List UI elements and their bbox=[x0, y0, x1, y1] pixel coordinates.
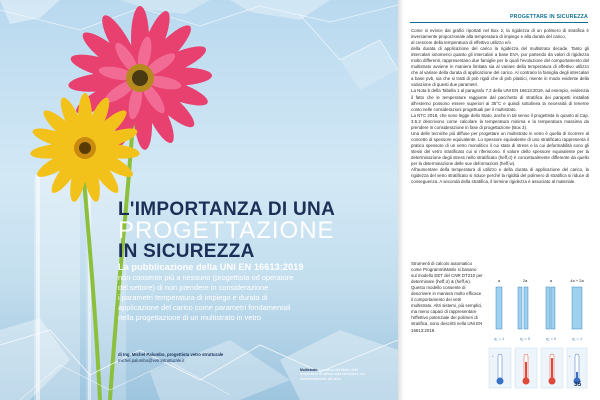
body-paragraph: La NTC 2018, che sono legge dello Stato, anche in tal senso il progettista in quanto al Cap. 3.5.2 descrivono come calcolare la temperatura minima e la temperatura massima da prendere in considerazione in fase di progettazione (Box 3). bbox=[411, 112, 589, 130]
article-title bbox=[118, 200, 393, 262]
figure-header: 2a bbox=[522, 278, 528, 283]
author-name: di Ing. Michel Palumbo, progettista vetro strutturale bbox=[118, 352, 224, 357]
article-lead bbox=[118, 262, 388, 323]
body-paragraph: Come si evince dai grafici riportati nel Box 2, la rigidezza di un polimero di stratifica è inversamente proporzionale alla temperatura di impiego e alla durata del carico, bbox=[411, 28, 589, 40]
lead-line: i parametri temperatura di impiego e durata di bbox=[118, 293, 268, 302]
lead-line: non consente più a nessuno (progettista od operatore bbox=[118, 273, 294, 282]
figure-header: 4a + 2a bbox=[570, 278, 584, 283]
title-line-3: IN SICUREZZA bbox=[118, 241, 255, 262]
figure-label: η₁ = 1 bbox=[493, 336, 505, 341]
laminated-glass-figure bbox=[487, 278, 589, 394]
lead-strong: La pubblicazione della UNI EN 16613:2019 bbox=[118, 262, 304, 272]
title-line-1: L'IMPORTANZA DI UNA bbox=[118, 199, 336, 220]
thermometer-box bbox=[489, 348, 511, 388]
article-body bbox=[411, 28, 589, 185]
glass-section-diagrams bbox=[487, 285, 589, 335]
figure-header: a bbox=[497, 278, 501, 283]
body-paragraph: al crescere della temperatura di effettivo utilizzo e/o bbox=[411, 40, 511, 46]
broken-glass-right bbox=[300, 15, 398, 90]
body-paragraph: La Nota b della Tabella 1 al paragrafo 7.2 della UNI EN 16613:2019, ad esempio, evidenzia il fatto che le temperature raggiunte dal pacchetto di stratifica dei parapetti installati all'esterno possono essere superiori ai 35°C e quindi sottolinea la necessità di tenerne conto nelle considerazioni progettuali per il multistrato. bbox=[411, 88, 589, 112]
body-paragraph: della durata di applicazione del carico la rigidezza del multistrato decade. Tanto gli intercalari ionomerici quanto gli intercalari a base EVA, pur partendo da valori di rigidezza molto differenti, rappresentano due famiglie per le quali l'evoluzione del comportamento del multistrato avviene in maniera limitata sia al variare della temperatura di effettivo utilizzo che al variare della durata di applicazione del carico. Al contrario la famiglia degli intercalari a base pvb, sia che si tratti di pvb rigidi che di pvb plastici, risente in modo evidente della variazione di questi due parametri. bbox=[411, 46, 589, 88]
figure-label: η₂ = 0 bbox=[519, 336, 531, 341]
lead-line: applicazione del carico come parametri fondamentali bbox=[118, 303, 291, 312]
broken-glass-top bbox=[0, 0, 398, 30]
figure-label: η₂ = 0 bbox=[545, 336, 557, 341]
lead-line: nella progettazione di un multistrato in vetro bbox=[118, 313, 261, 322]
figure-header: a bbox=[549, 278, 553, 283]
column-paragraph: Strumenti di calcolo automatico come ProgrammiMatrix si basano sul modello EET del CNR DT210 per determinare (heff,σ) & (heff,w). Questo modello consente di descrivere in maniera molto efficace il comportamento dei vetri multistrato. Altri sistemi, più semplici, ma meno capaci di rappresentare l'effettivo potenziale dei polimeri di stratifica, sono descritti nella UNI EN 16613:2019. bbox=[411, 261, 483, 333]
lead-line: del settore) di non prendere in considerazione bbox=[118, 283, 269, 292]
author-credit bbox=[118, 352, 298, 364]
caption-text: La rottura dell'effetto delle temperature di utilizzo sulla sicurezza e sul dimensionamento del vetro bbox=[300, 368, 365, 381]
caption-label: Multistrato. bbox=[300, 368, 319, 372]
svg-text:*: * bbox=[569, 354, 571, 359]
author-email[interactable]: michel.palumbo@vetrostrutturale.it bbox=[118, 358, 185, 363]
page-gutter bbox=[398, 0, 404, 400]
figure-label: η₂ = 1 bbox=[571, 336, 583, 341]
photo-caption bbox=[300, 368, 370, 381]
thermometer-box bbox=[515, 348, 537, 388]
article-body-column bbox=[411, 261, 483, 334]
section-header: PROGETTARE IN SICUREZZA bbox=[510, 14, 588, 20]
page-number: 35 bbox=[574, 381, 582, 388]
svg-text:*: * bbox=[492, 354, 494, 359]
thermometer-box bbox=[541, 348, 563, 388]
body-paragraph: Una delle tecniche più diffuse per progettare un multistrato in vetro è quella di ricorrere al concetto di spessore equivalente. Lo spessore equivalente di uno stratificato rappresenta il pratico spessore di un vetro monolitico il cui stato di stress e la cui deformabilità sono gli stessi del vetro stratificato cui si riferiscono. Il valore dello spessore equivalente per la determinazione degli stress nello stratificato (heff,σ) è concettualmente differente da quello per la determinazione delle sue deformazioni (heff,w). bbox=[411, 130, 589, 167]
section-divider bbox=[410, 22, 588, 23]
body-paragraph: All'aumentare della temperatura di utilizzo e della durata di applicazione del carico, la rigidezza del vetro stratificato si riduce perché la rigidità del polimero di stratifica si riduce di conseguenza. A seconda della stratifica, il termine rigidezza è associato al materiale. bbox=[411, 167, 589, 185]
title-line-2: PROGETTAZIONE bbox=[118, 217, 335, 244]
